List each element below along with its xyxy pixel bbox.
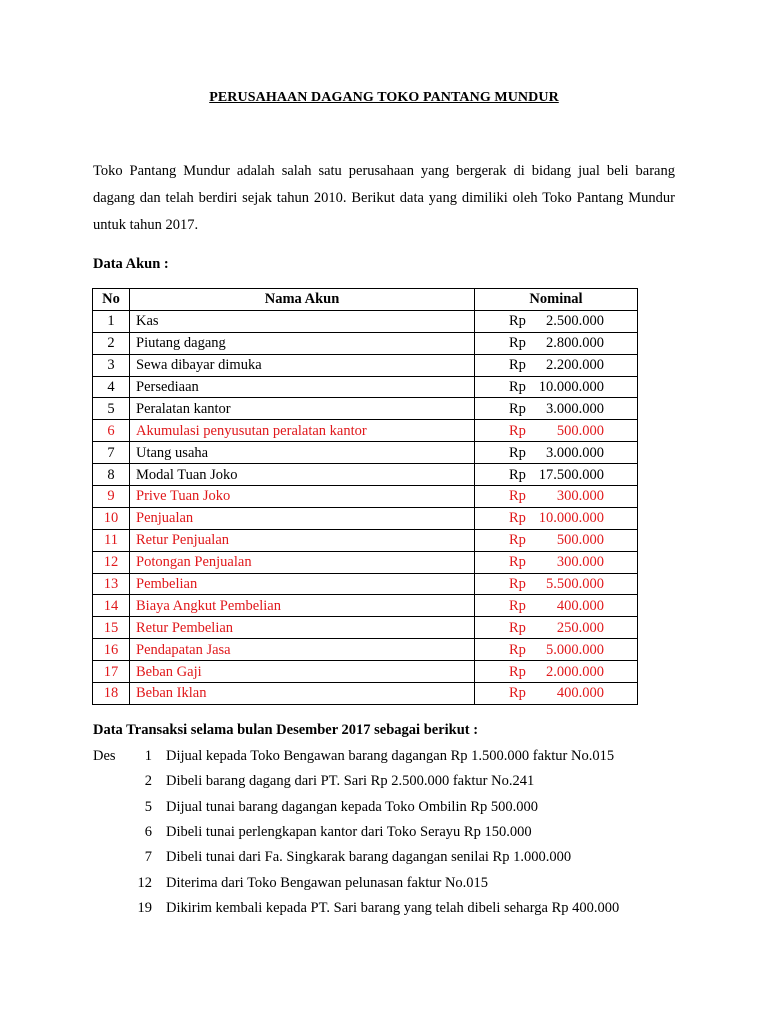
row-nominal — [475, 332, 638, 354]
data-akun-heading: Data Akun : — [93, 256, 169, 272]
row-nominal — [475, 420, 638, 442]
row-currency: Rp — [509, 466, 526, 483]
akun-table — [92, 288, 638, 705]
transaction-day: 12 — [137, 874, 152, 891]
row-currency: Rp — [509, 357, 526, 374]
row-nama-akun: Akumulasi penyusutan peralatan kantor — [130, 420, 475, 442]
row-nominal — [475, 529, 638, 551]
row-currency: Rp — [509, 532, 526, 549]
row-amount: 2.800.000 — [546, 335, 604, 352]
page-title: PERUSAHAAN DAGANG TOKO PANTANG MUNDUR — [209, 90, 559, 105]
row-nama-akun: Retur Penjualan — [130, 529, 475, 551]
row-no: 15 — [93, 617, 130, 639]
row-nama-akun: Retur Pembelian — [130, 617, 475, 639]
row-currency: Rp — [509, 619, 526, 636]
table-header-row — [93, 289, 638, 311]
table-row — [93, 486, 638, 508]
row-currency: Rp — [509, 379, 526, 395]
row-nama-akun: Beban Iklan — [130, 683, 475, 705]
row-nominal — [475, 398, 638, 420]
row-amount: 250.000 — [556, 619, 604, 636]
table-row — [93, 551, 638, 573]
table-row — [93, 464, 638, 486]
row-nominal — [475, 595, 638, 617]
table-row — [93, 376, 638, 398]
row-amount: 5.000.000 — [546, 641, 604, 658]
row-no: 16 — [93, 639, 130, 661]
table-row — [93, 507, 638, 529]
row-amount: 10.000.000 — [538, 510, 604, 527]
transaction-description: Dijual kepada Toko Bengawan barang dagangan Rp 1.500.000 faktur No.015 — [166, 748, 615, 764]
transaction-description: Diterima dari Toko Bengawan pelunasan faktur No.015 — [166, 874, 489, 891]
akun-table-body — [93, 310, 638, 704]
row-nama-akun: Penjualan — [130, 507, 475, 529]
row-no: 13 — [93, 573, 130, 595]
transaction-day: 1 — [144, 748, 152, 764]
table-row — [93, 529, 638, 551]
row-nominal — [475, 683, 638, 705]
row-currency: Rp — [509, 641, 526, 658]
intro-paragraph: Toko Pantang Mundur adalah salah satu perusahaan yang bergerak di bidang jual beli barang dagang dan telah berdiri sejak tahun 2010. Berikut data yang dimiliki oleh Toko Pantang Mundur untuk tahun 2017. — [93, 163, 675, 233]
data-transaksi-heading: Data Transaksi selama bulan Desember 2017 sebagai berikut : — [93, 722, 479, 738]
transaction-day: 2 — [144, 773, 152, 790]
row-nominal — [475, 376, 638, 398]
table-row — [93, 420, 638, 442]
transaction-description: Dijual tunai barang dagangan kepada Toko Ombilin Rp 500.000 — [166, 798, 539, 815]
table-row — [93, 683, 638, 705]
transaction-day: 5 — [144, 798, 152, 815]
header-no: No — [93, 289, 130, 311]
row-currency: Rp — [509, 685, 526, 702]
row-currency: Rp — [509, 576, 526, 593]
row-currency: Rp — [509, 400, 526, 417]
row-nominal — [475, 551, 638, 573]
row-no: 17 — [93, 661, 130, 683]
row-nama-akun: Beban Gaji — [130, 661, 475, 683]
row-nominal — [475, 354, 638, 376]
row-amount: 10.000.000 — [538, 379, 604, 395]
row-nominal — [475, 639, 638, 661]
row-currency: Rp — [509, 510, 526, 527]
row-amount: 3.000.000 — [546, 400, 604, 417]
row-amount: 400.000 — [556, 597, 604, 614]
row-currency: Rp — [509, 488, 526, 505]
row-no: 14 — [93, 595, 130, 617]
header-nama-akun: Nama Akun — [130, 289, 475, 311]
row-currency: Rp — [509, 444, 526, 461]
row-nama-akun: Pembelian — [130, 573, 475, 595]
table-row — [93, 310, 638, 332]
transaction-description: Dibeli tunai dari Fa. Singkarak barang dagangan senilai Rp 1.000.000 — [166, 849, 572, 866]
transaction-day: 19 — [137, 899, 152, 916]
row-amount: 500.000 — [556, 422, 604, 439]
transaction-description: Dibeli barang dagang dari PT. Sari Rp 2.500.000 faktur No.241 — [166, 773, 535, 790]
row-amount: 500.000 — [556, 532, 604, 549]
transaction-day: 6 — [144, 823, 152, 840]
transaction-description: Dibeli tunai perlengkapan kantor dari Toko Serayu Rp 150.000 — [166, 823, 532, 840]
table-row — [93, 442, 638, 464]
row-no: 3 — [93, 354, 130, 376]
row-nominal — [475, 661, 638, 683]
row-nama-akun: Peralatan kantor — [130, 398, 475, 420]
row-no: 4 — [93, 376, 130, 398]
row-nama-akun: Piutang dagang — [130, 332, 475, 354]
table-row — [93, 573, 638, 595]
transaction-day: 7 — [144, 849, 152, 866]
row-nama-akun: Utang usaha — [130, 442, 475, 464]
row-amount: 2.500.000 — [546, 313, 604, 330]
row-nama-akun: Prive Tuan Joko — [130, 486, 475, 508]
row-nominal — [475, 617, 638, 639]
row-no: 10 — [93, 507, 130, 529]
row-nama-akun: Pendapatan Jasa — [130, 639, 475, 661]
row-amount: 3.000.000 — [546, 444, 604, 461]
table-row — [93, 354, 638, 376]
row-amount: 300.000 — [556, 488, 604, 505]
row-currency: Rp — [509, 313, 526, 330]
row-currency: Rp — [509, 597, 526, 614]
row-nominal — [475, 507, 638, 529]
row-no: 1 — [93, 310, 130, 332]
row-nominal — [475, 486, 638, 508]
table-row — [93, 617, 638, 639]
row-currency: Rp — [509, 554, 526, 571]
row-currency: Rp — [509, 335, 526, 352]
row-nominal — [475, 442, 638, 464]
row-amount: 5.500.000 — [546, 576, 604, 593]
row-no: 7 — [93, 442, 130, 464]
row-currency: Rp — [509, 663, 526, 680]
table-row — [93, 661, 638, 683]
table-row — [93, 332, 638, 354]
row-nama-akun: Kas — [130, 310, 475, 332]
row-nama-akun: Potongan Penjualan — [130, 551, 475, 573]
row-no: 12 — [93, 551, 130, 573]
row-no: 6 — [93, 420, 130, 442]
row-nominal — [475, 573, 638, 595]
row-no: 5 — [93, 398, 130, 420]
row-nama-akun: Persediaan — [130, 376, 475, 398]
row-amount: 2.000.000 — [546, 663, 604, 680]
row-amount: 17.500.000 — [538, 466, 604, 483]
row-nominal — [475, 310, 638, 332]
header-nominal: Nominal — [475, 289, 638, 311]
row-amount: 300.000 — [556, 554, 604, 571]
row-currency: Rp — [509, 422, 526, 439]
row-no: 9 — [93, 486, 130, 508]
transaction-month: Des — [93, 748, 116, 764]
row-no: 2 — [93, 332, 130, 354]
row-nama-akun: Sewa dibayar dimuka — [130, 354, 475, 376]
transaction-description: Dikirim kembali kepada PT. Sari barang yang telah dibeli seharga Rp 400.000 — [166, 899, 620, 916]
row-amount: 400.000 — [556, 685, 604, 702]
row-no: 11 — [93, 529, 130, 551]
row-no: 18 — [93, 683, 130, 705]
row-nama-akun: Biaya Angkut Pembelian — [130, 595, 475, 617]
row-nama-akun: Modal Tuan Joko — [130, 464, 475, 486]
row-nominal — [475, 464, 638, 486]
table-row — [93, 639, 638, 661]
table-row — [93, 595, 638, 617]
row-amount: 2.200.000 — [546, 357, 604, 374]
row-no: 8 — [93, 464, 130, 486]
table-row — [93, 398, 638, 420]
